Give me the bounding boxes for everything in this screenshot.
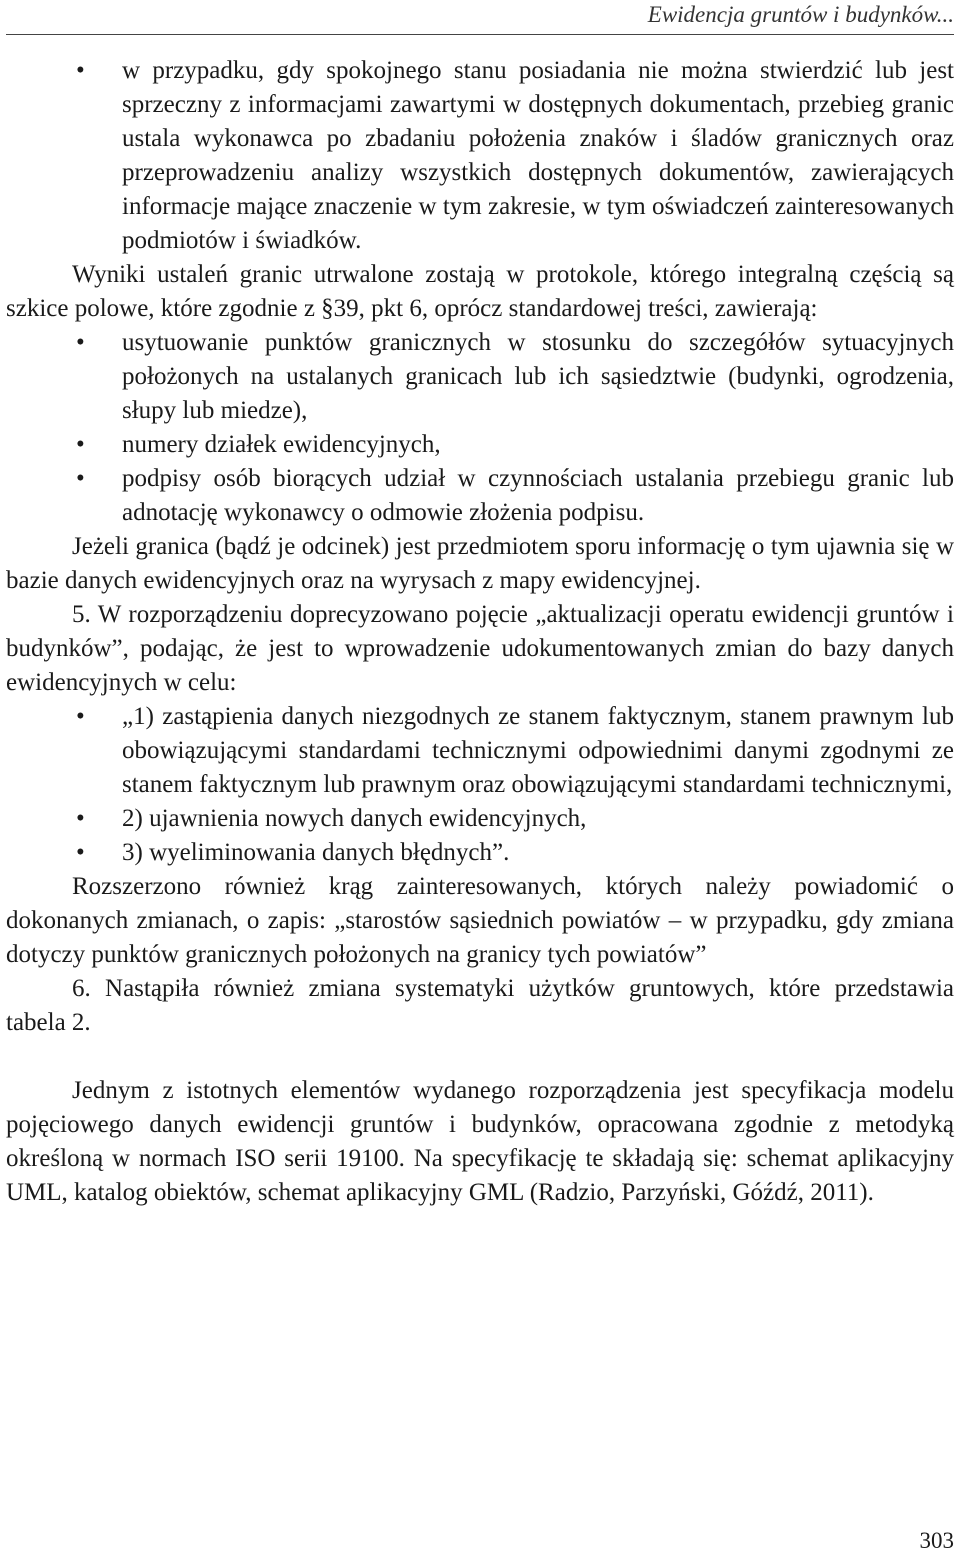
list-item (6, 802, 954, 836)
list-item (6, 326, 954, 428)
list-item-text: numery działek ewidencyjnych, (122, 431, 441, 458)
list-item-text: „1) zastąpienia danych niezgodnych ze stanem faktycznym, stanem prawnym lub obowiązującymi standardami technicznymi odpowiednimi danymi zgodnymi ze stanem faktycznym lub prawnym oraz obowiązującymi standardami technicznymi, (122, 703, 954, 798)
bullet-list-2 (6, 326, 954, 530)
bullet-icon: • (76, 57, 85, 84)
list-item-text: podpisy osób biorących udział w czynnościach ustalania przebiegu granic lub adnotację wykonawcy o odmowie złożenia podpisu. (122, 465, 954, 526)
list-item-text: 3) wyeliminowania danych błędnych”. (122, 839, 510, 866)
bullet-icon: • (76, 839, 85, 866)
bullet-icon: • (76, 703, 85, 730)
list-item-text: 2) ujawnienia nowych danych ewidencyjnych, (122, 805, 587, 832)
page-number: 303 (919, 1528, 954, 1553)
list-item-text: w przypadku, gdy spokojnego stanu posiadania nie można stwierdzić lub jest sprzeczny z informacjami zawartymi w dostępnych dokumentach, przebieg granic ustala wykonawca po zbadaniu położenia znaków i śladów granicznych oraz przeprowadzeniu analizy wszystkich dostępnych dokumentów, zawierających informacje mające znaczenie w tym zakresie, w tym oświadczeń zainteresowanych podmiotów i świadków. (122, 57, 954, 254)
paragraph: Rozszerzono również krąg zainteresowanych, których należy powiadomić o dokonanych zmianach, o zapis: „starostów sąsiednich powiatów – w przypadku, gdy zmiana dotyczy punktów granicznych położonych na granicy tych powiatów” (6, 873, 954, 968)
page-content (6, 54, 954, 1210)
bullet-icon: • (76, 805, 85, 832)
bullet-list-1 (6, 54, 954, 258)
bullet-icon: • (76, 431, 85, 458)
paragraph: 6. Nastąpiła również zmiana systematyki użytków gruntowych, które przedstawia tabela 2. (6, 975, 954, 1036)
bullet-list-3 (6, 700, 954, 870)
running-header-title: Ewidencja gruntów i budynków... (647, 2, 954, 27)
paragraph: Jednym z istotnych elementów wydanego rozporządzenia jest specyfikacja modelu pojęciowego danych ewidencji gruntów i budynków, opracowana zgodnie z metodyką określoną w normach ISO serii 19100. Na specyfikację te składają się: schemat aplikacyjny UML, katalog obiektów, schemat aplikacyjny GML (Radzio, Parzyński, Góźdź, 2011). (6, 1077, 954, 1206)
paragraph: Wyniki ustaleń granic utrwalone zostają w protokole, którego integralną częścią są szkice polowe, które zgodnie z §39, pkt 6, oprócz standardowej treści, zawierają: (6, 261, 954, 322)
list-item-text: usytuowanie punktów granicznych w stosunku do szczegółów sytuacyjnych położonych na ustalanych granicach lub ich sąsiedztwie (budynki, ogrodzenia, słupy lub miedze), (122, 329, 954, 424)
list-item (6, 700, 954, 802)
list-item (6, 428, 954, 462)
paragraph: 5. W rozporządzeniu doprecyzowano pojęcie „aktualizacji operatu ewidencji gruntów i budynków”, podając, że jest to wprowadzenie udokumentowanych zmian do bazy danych ewidencyjnych w celu: (6, 601, 954, 696)
header-rule (6, 34, 954, 35)
list-item (6, 836, 954, 870)
paragraph: Jeżeli granica (bądź je odcinek) jest przedmiotem sporu informację o tym ujawnia się w bazie danych ewidencyjnych oraz na wyrysach z mapy ewidencyjnej. (6, 533, 954, 594)
list-item (6, 54, 954, 258)
bullet-icon: • (76, 465, 85, 492)
bullet-icon: • (76, 329, 85, 356)
list-item (6, 462, 954, 530)
paragraph-gap (6, 1040, 954, 1074)
